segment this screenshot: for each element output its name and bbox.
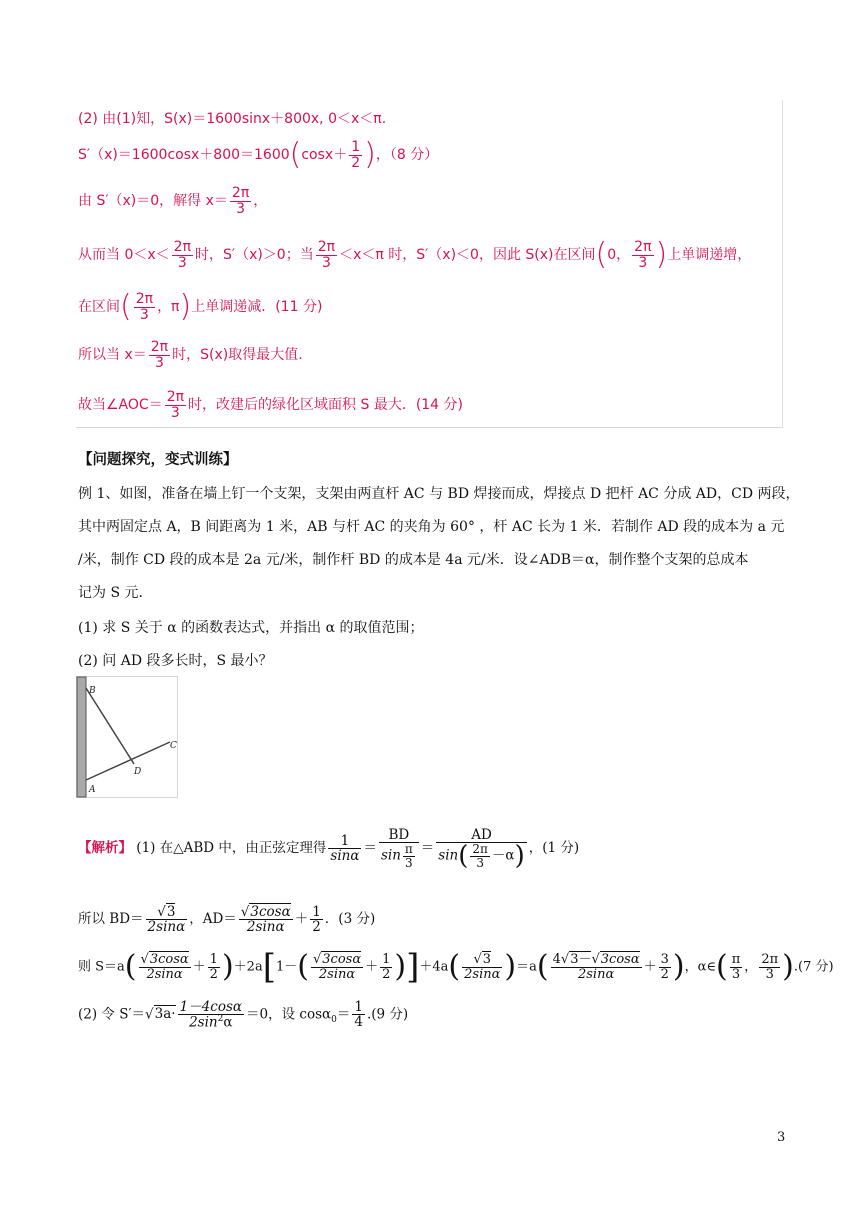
red-text: 时，S′（x)＞0；当 — [195, 247, 314, 264]
fraction — [632, 240, 653, 270]
red-text: 上单调递减．(11 分) — [191, 299, 323, 316]
fraction — [134, 292, 155, 322]
frac-den: 2 — [660, 966, 669, 982]
red-line-1 — [78, 108, 386, 128]
fraction — [759, 953, 780, 981]
math-2sina: 2sinα — [577, 966, 615, 982]
paren-left: ( — [120, 289, 132, 325]
solution-text: .(7 分) — [793, 959, 834, 975]
fraction — [208, 953, 220, 981]
frac-den: 3 — [177, 254, 187, 271]
frac-num: 1 — [312, 904, 321, 920]
fraction — [730, 953, 743, 981]
solution-text: ＝ — [363, 840, 377, 857]
math-den: 2sin — [189, 1014, 218, 1031]
solution-box — [76, 100, 783, 428]
frac-den — [146, 920, 188, 934]
fraction — [139, 953, 191, 981]
paren-left: ( — [458, 841, 469, 872]
problem-line-5: (1) 求 S 关于 α 的函数表达式，并指出 α 的取值范围； — [78, 620, 424, 636]
problem-line-6: (2) 问 AD 段多长时，S 最小？ — [78, 653, 273, 669]
frac-den: 2 — [351, 154, 361, 171]
paren-left: ( — [536, 949, 549, 984]
frac-num: 2π — [166, 389, 185, 405]
solution-text: ＋4a — [419, 959, 449, 975]
frac-den — [139, 968, 191, 982]
red-text: 时，S(x)取得最大值. — [172, 347, 303, 364]
fraction — [328, 834, 361, 863]
frac-num: 2π — [173, 239, 191, 255]
paren-left: ( — [297, 949, 309, 984]
solution-text: ， — [744, 959, 758, 975]
fraction — [239, 905, 293, 934]
red-text: ，（8 分） — [375, 147, 439, 164]
frac-num: 2π — [472, 842, 488, 857]
solution-text: －α — [491, 847, 515, 864]
frac-num: √3cosα — [240, 904, 291, 920]
math-2sina: 2sinα — [318, 966, 356, 982]
red-text: ＜x＜π 时，S′（x)＜0，因此 S(x)在区间 — [339, 247, 596, 264]
solution-text: ＝ — [336, 1006, 351, 1023]
solution-text: ＝a — [516, 959, 537, 975]
red-text: 时，改建后的绿化区域面积 S 最大．(14 分) — [188, 397, 464, 414]
figure-svg — [76, 676, 178, 798]
frac-num: 2π — [135, 291, 154, 307]
frac-num: 2π — [761, 951, 779, 967]
label-d: D — [134, 767, 142, 777]
problem-line-1: 例 1、如图，准备在墙上钉一个支架，支架由两直杆 AC 与 BD 焊接而成，焊接点 D 把杆 AC 分成 AD，CD 两段， — [78, 486, 800, 502]
solution-text: 所以 BD＝ — [78, 911, 144, 928]
red-text: (2) 由(1)知，S(x)＝1600sinx＋800x, 0＜x＜π. — [78, 111, 387, 127]
solution-text: ＋2a — [233, 959, 263, 975]
fraction — [310, 905, 323, 934]
frac-num: √3 — [462, 953, 502, 968]
paren-left: ( — [716, 949, 728, 984]
frac-num: AD — [436, 828, 526, 843]
red-text: 所以当 x＝ — [78, 347, 147, 364]
frac-num: 4√3－√3cosα — [552, 951, 640, 967]
sqrt-content: 3cosα — [149, 951, 189, 967]
section-heading: 【问题探究，变式训练】 — [78, 451, 238, 468]
frac-den: 3 — [170, 404, 180, 421]
paren-right: ) — [394, 949, 407, 984]
paren-right: ) — [655, 237, 668, 273]
fraction — [178, 1000, 244, 1030]
paren-right: ) — [514, 841, 525, 872]
fraction — [659, 953, 671, 981]
frac-num: 2π — [317, 239, 336, 255]
red-text: ，π — [157, 299, 180, 316]
math-2sina: 2sinα — [246, 919, 285, 936]
frac-den: 3 — [321, 254, 331, 271]
fraction — [172, 240, 193, 270]
subscript: 0 — [331, 1015, 337, 1026]
problem-line-2: 其中两固定点 A，B 间距离为 1 米，AB 与杆 AC 的夹角为 60° ，杆 AC 长为 1 米．若制作 AD 段的成本为 a 元 — [78, 519, 785, 535]
paren-left: ( — [448, 949, 461, 984]
label-b: B — [89, 686, 96, 696]
frac-num: 1 — [351, 139, 361, 155]
frac-num: 2π — [231, 185, 250, 201]
solution-text: ，AD＝ — [189, 911, 237, 928]
frac-num: BD — [379, 828, 419, 843]
label-c: C — [170, 741, 177, 751]
math-2sina: 2sinα — [146, 966, 183, 982]
frac-num: √3cosα — [140, 951, 189, 967]
frac-den: 2 — [382, 966, 391, 982]
frac-num — [178, 1000, 244, 1015]
red-text: cosx＋ — [301, 147, 348, 164]
red-text: 由 S′（x)＝0，解得 x＝ — [78, 193, 228, 210]
red-line-5 — [78, 289, 323, 325]
fraction — [230, 186, 251, 216]
solution-line-1 — [78, 827, 580, 872]
frac-num: 2π — [634, 239, 652, 255]
red-line-7 — [78, 390, 463, 420]
paren-right: ) — [504, 949, 517, 984]
fraction — [165, 390, 186, 420]
fraction — [436, 827, 526, 872]
frac-den: 3 — [731, 966, 741, 982]
solution-text: ，(1 分) — [528, 840, 580, 857]
sqrt-content: 3a· — [154, 1006, 176, 1023]
sqrt-content: 3cosα — [322, 951, 362, 967]
label-a: A — [89, 785, 96, 795]
frac-den — [379, 843, 419, 869]
bracket-figure — [76, 676, 178, 798]
fraction — [349, 140, 362, 170]
red-text: 0， — [607, 247, 631, 264]
red-text: S′（x)＝1600cosx＋800＝1600 — [78, 147, 290, 164]
paren-right: ) — [672, 949, 685, 984]
red-line-2 — [78, 137, 439, 173]
fraction — [551, 953, 642, 981]
frac-num: π — [404, 842, 413, 857]
fraction — [380, 953, 392, 981]
math-4: 4 — [552, 951, 561, 967]
frac-den: 2 — [209, 966, 218, 982]
frac-den — [178, 1015, 244, 1030]
frac-den — [311, 968, 363, 982]
frac-num: 3 — [660, 951, 669, 967]
frac-den: 3 — [405, 855, 413, 870]
bracket-right: ] — [406, 947, 420, 987]
solution-text: ＋ — [192, 959, 206, 975]
fraction — [352, 1000, 365, 1029]
solution-tag: 【解析】 — [78, 840, 132, 857]
frac-num: 1 — [382, 951, 391, 967]
sqrt-content: 3 — [482, 951, 492, 967]
sqrt-content: 3 — [166, 904, 176, 920]
math-sin: sin — [438, 847, 459, 864]
red-text: 故当∠AOC＝ — [78, 397, 163, 414]
fraction — [149, 340, 170, 370]
paren-right: ) — [179, 289, 192, 325]
math-den: α — [223, 1014, 233, 1031]
frac-num: √3 — [146, 905, 188, 920]
solution-line-4: (2) 令 S′＝√3a· $\frac{1-4\cos\alpha}{2\sin^2\alpha}$ ＝0，设 cosα$_0$＝ $\frac{1}{4}$ .(9 分) — [78, 999, 409, 1031]
fraction — [311, 953, 363, 981]
frac-den: 3 — [154, 354, 164, 371]
frac-den: 3 — [765, 966, 774, 982]
solution-text: ＋ — [365, 959, 379, 975]
superscript: 2 — [217, 1014, 224, 1025]
frac-den — [328, 849, 361, 863]
fraction — [316, 240, 337, 270]
solution-text: 则 S＝a — [78, 959, 125, 975]
red-text: 上单调递增， — [667, 247, 752, 264]
math-num: 1－4cosα — [179, 999, 242, 1015]
frac-den: 3 — [638, 254, 648, 271]
frac-num: √3cosα — [312, 951, 362, 967]
solution-text: ＝0，设 cosα — [246, 1006, 332, 1023]
red-text: ， — [253, 193, 268, 210]
solution-text: ＋ — [294, 911, 309, 928]
page-number: 3 — [777, 1130, 786, 1145]
solution-text: ．(3 分) — [324, 911, 376, 928]
solution-text: .(9 分) — [366, 1006, 409, 1023]
frac-den: 4 — [354, 1014, 363, 1031]
paren-left: ( — [124, 949, 137, 984]
paren-left: ( — [289, 137, 302, 173]
sqrt-content: 3cosα — [250, 904, 291, 920]
fraction — [146, 905, 188, 934]
paren-right: ) — [221, 949, 234, 984]
frac-den — [239, 920, 293, 934]
solution-text: ＝ — [420, 840, 435, 857]
math-2sina: 2sinα — [464, 966, 501, 982]
fraction — [403, 843, 415, 869]
math-sina: sinα — [330, 848, 360, 865]
frac-num: 1 — [354, 999, 363, 1016]
frac-den: 3 — [139, 306, 149, 323]
frac-den: 3 — [476, 855, 484, 870]
red-line-4 — [78, 237, 752, 273]
solution-text: (1) 在△ABD 中，由正弦定理得 — [136, 840, 327, 857]
fraction — [462, 953, 502, 981]
solution-text: ＋ — [643, 959, 657, 975]
problem-line-3: /米，制作 CD 段的成本是 2a 元/米，制作杆 BD 的成本是 4a 元/米．设∠ADB＝α，制作整个支架的总成本 — [78, 552, 749, 568]
sqrt-content: 3－ — [570, 951, 592, 967]
bracket-left: [ — [262, 947, 276, 987]
frac-den — [551, 968, 642, 982]
frac-den: 2 — [312, 919, 321, 936]
fraction — [379, 828, 419, 869]
solution-text: ，α∈ — [684, 959, 717, 975]
frac-num: π — [731, 951, 741, 967]
frac-den — [462, 968, 502, 982]
math-2sina: 2sinα — [147, 919, 186, 936]
red-text: 从而当 0＜x＜ — [78, 247, 170, 264]
solution-line-3 — [78, 947, 834, 987]
paren-right: ) — [782, 949, 794, 984]
solution-text: 1－ — [275, 959, 298, 975]
paren-right: ) — [364, 137, 376, 173]
math-sin: sin — [380, 847, 401, 864]
solution-text: (2) 令 S′＝ — [78, 1006, 146, 1023]
red-line-6 — [78, 340, 303, 370]
frac-num: 2π — [150, 339, 169, 355]
sqrt-content: 3cosα — [600, 951, 640, 967]
red-line-3 — [78, 186, 267, 216]
frac-num: 1 — [209, 951, 218, 967]
paren-left: ( — [595, 237, 608, 273]
problem-line-4: 记为 S 元． — [78, 585, 153, 601]
frac-den: 3 — [236, 200, 246, 217]
fraction — [470, 843, 490, 869]
frac-num: 1 — [328, 834, 361, 849]
frac-den — [436, 841, 526, 872]
solution-line-2 — [78, 905, 375, 934]
red-text: 在区间 — [78, 299, 120, 316]
